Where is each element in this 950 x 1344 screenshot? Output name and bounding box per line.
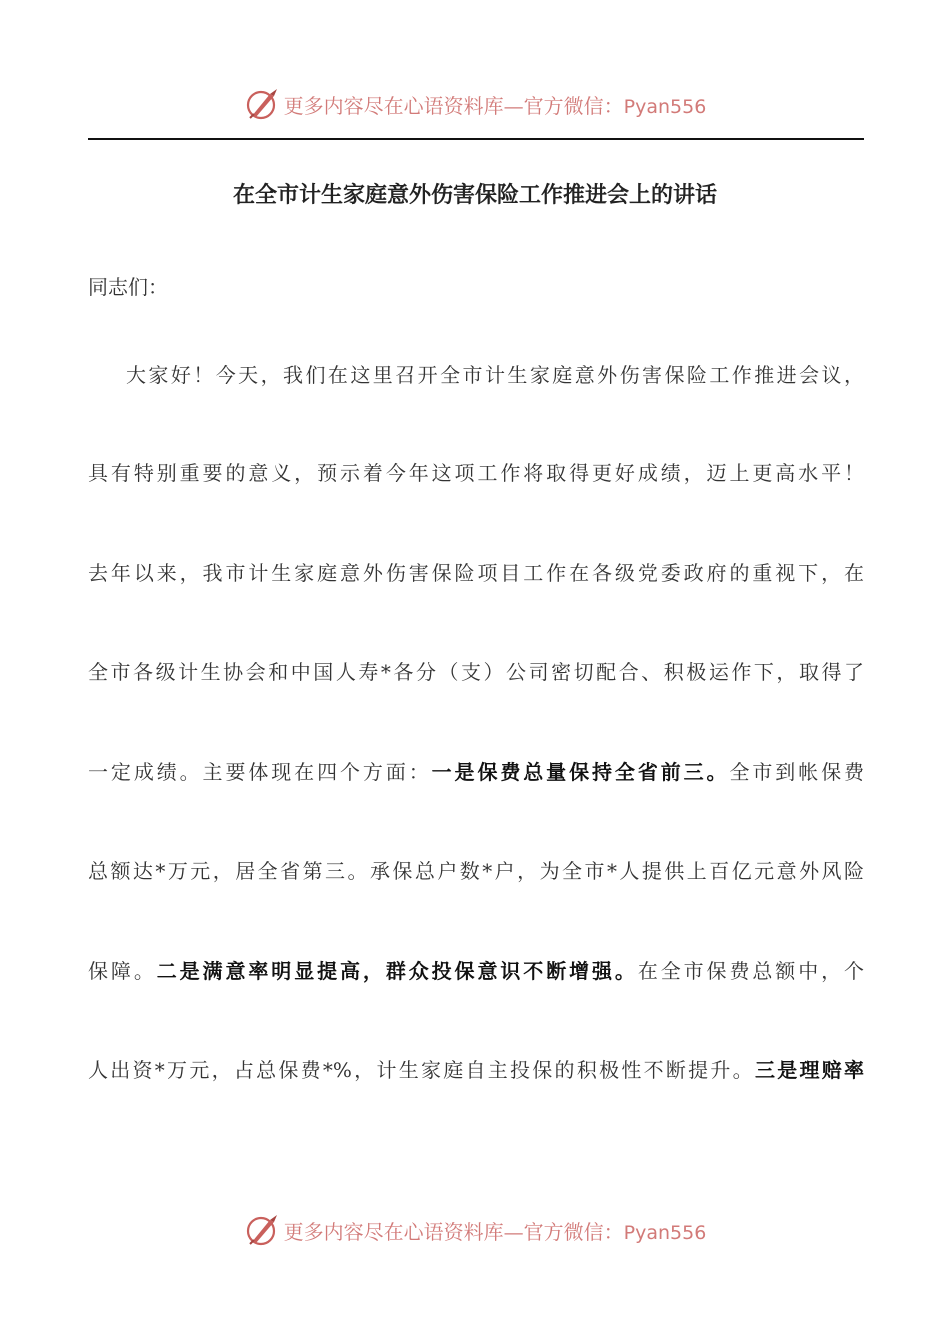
header-banner: [0, 84, 950, 124]
quill-pen-logo-icon: [244, 1212, 280, 1248]
body-line: 总额达*万元，居全省第三。承保总户数*户，为全市*人提供上百亿元意外风险: [88, 859, 864, 883]
body-line: 大家好！今天，我们在这里召开全市计生家庭意外伤害保险工作推进会议，: [126, 363, 864, 387]
point-one-heading: 一是保费总量保持全省前三。: [431, 760, 730, 784]
body-line: 保障。二是满意率明显提高，群众投保意识不断增强。在全市保费总额中，个: [88, 959, 865, 983]
wechat-id: Pyan556: [623, 1221, 707, 1244]
document-title: 在全市计生家庭意外伤害保险工作推进会上的讲话: [232, 183, 717, 208]
body-line: 去年以来，我市计生家庭意外伤害保险项目工作在各级党委政府的重视下，在: [88, 561, 864, 585]
wechat-id: Pyan556: [623, 95, 707, 118]
point-two-heading: 二是满意率明显提高，群众投保意识不断增强。: [156, 959, 638, 983]
header-rule: [88, 138, 864, 140]
banner-text: 更多内容尽在心语资料库—官方微信：Pyan556: [283, 93, 707, 118]
body-line: 人出资*万元，占总保费*%，计生家庭自主投保的积极性不断提升。三是理赔率: [88, 1058, 864, 1082]
body-line: 全市各级计生协会和中国人寿*各分（支）公司密切配合、积极运作下，取得了: [88, 660, 864, 684]
body-line: 具有特别重要的意义，预示着今年这项工作将取得更好成绩，迈上更高水平！: [88, 461, 864, 485]
body-line: 一定成绩。主要体现在四个方面：一是保费总量保持全省前三。全市到帐保费: [88, 760, 865, 784]
banner-text: 更多内容尽在心语资料库—官方微信：Pyan556: [283, 1219, 707, 1244]
salutation: 同志们：: [88, 275, 168, 299]
quill-pen-logo-icon: [244, 86, 280, 122]
footer-banner: [0, 1210, 950, 1250]
point-three-heading: 三是理赔率: [754, 1058, 864, 1082]
